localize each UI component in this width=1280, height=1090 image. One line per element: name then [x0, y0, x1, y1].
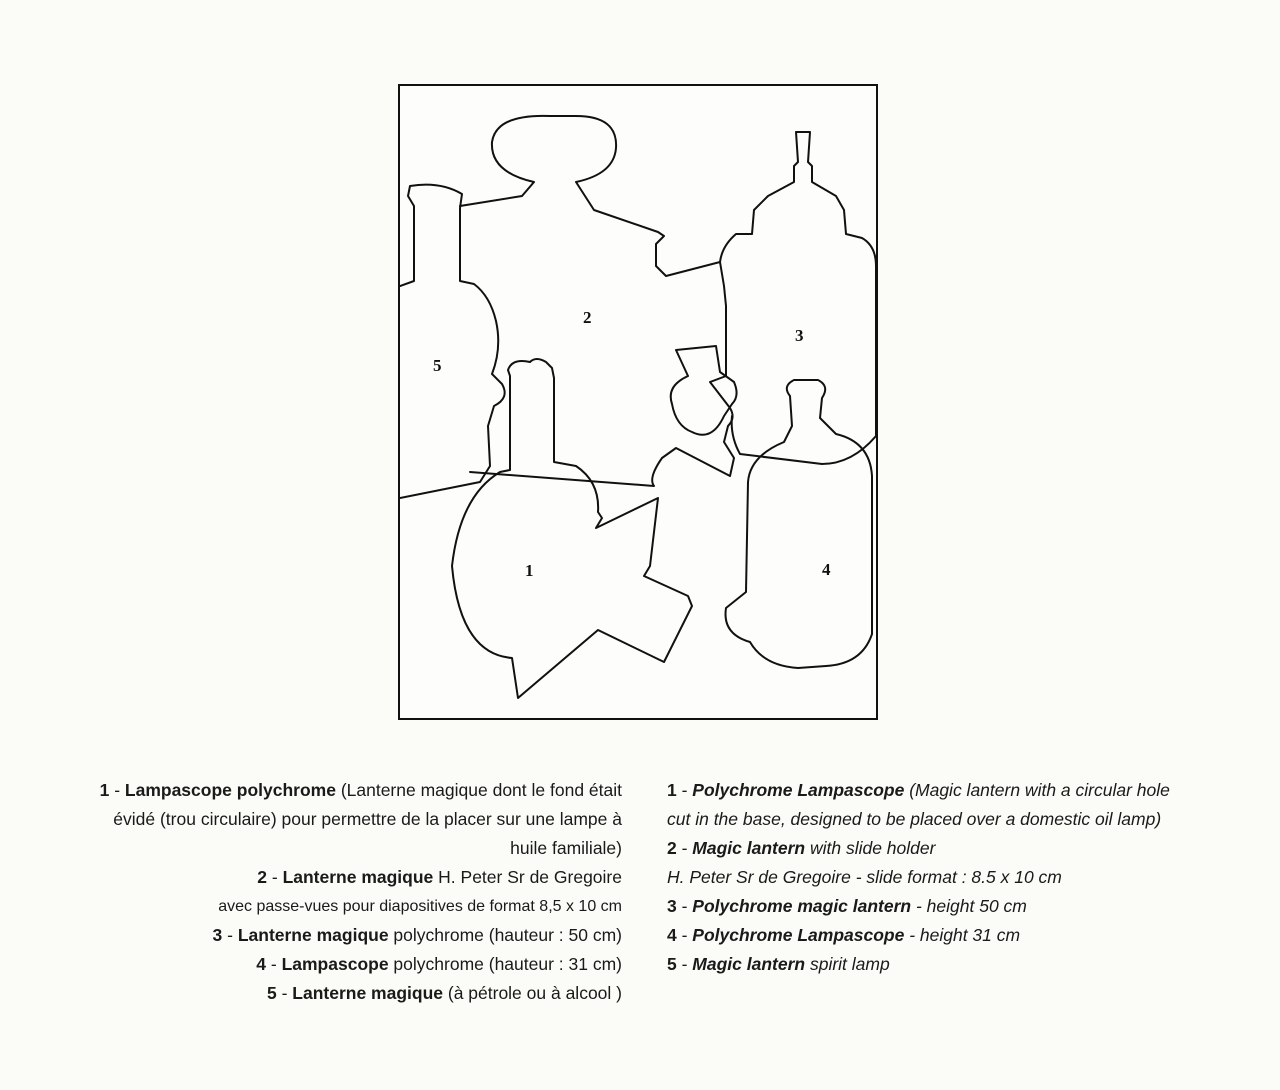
item-number: 5 — [266, 983, 277, 1003]
item-number: 4 — [256, 954, 267, 974]
en-line: cut in the base, designed to be placed over a domestic oil lamp) — [667, 809, 1162, 829]
lantern-key-diagram — [398, 84, 878, 720]
item-number: 3 — [667, 896, 677, 916]
label-2: 2 — [583, 308, 592, 327]
item-name: Lampascope polychrome — [124, 780, 336, 800]
en-item-5 — [667, 950, 1267, 979]
label-3: 3 — [795, 326, 804, 345]
item-number: 2 — [667, 838, 677, 858]
label-1: 1 — [525, 561, 534, 580]
outline-lampascope-4 — [726, 380, 873, 668]
fr-item-1 — [20, 776, 622, 805]
item-name: Polychrome magic lantern — [692, 896, 912, 916]
fr-line: évidé (trou circulaire) pour permettre de la placer sur une lampe à — [113, 809, 622, 829]
item-description: - height 31 cm — [904, 925, 1021, 945]
item-description: (Lanterne magique dont le fond était — [335, 780, 622, 800]
item-description: - height 50 cm — [911, 896, 1027, 916]
fr-item-5 — [20, 979, 622, 1008]
item-number: 1 — [99, 780, 110, 800]
fr-line: huile familiale) — [510, 838, 622, 858]
separator: - — [266, 954, 282, 974]
en-item-4 — [667, 921, 1267, 950]
en-item-2 — [667, 834, 1267, 863]
item-description: (à pétrole ou à alcool ) — [443, 983, 622, 1003]
label-4: 4 — [822, 560, 831, 579]
separator: - — [676, 954, 693, 974]
english-caption — [667, 776, 1267, 979]
separator: - — [109, 780, 125, 800]
outline-lampascope-1 — [452, 359, 692, 698]
item-name: Lanterne magique — [292, 983, 443, 1003]
separator: - — [676, 925, 693, 945]
french-caption — [20, 776, 622, 1008]
item-name: Lanterne magique — [237, 925, 389, 945]
outline-lantern-3 — [720, 132, 876, 464]
outline-lantern-5 — [400, 185, 505, 498]
item-number: 3 — [212, 925, 223, 945]
en-item-1 — [667, 776, 1267, 805]
item-number: 4 — [667, 925, 677, 945]
separator: - — [676, 838, 693, 858]
label-5: 5 — [433, 356, 442, 375]
item-number: 5 — [667, 954, 677, 974]
lantern-outlines — [400, 86, 876, 718]
item-description: with slide holder — [805, 838, 936, 858]
separator: - — [676, 896, 693, 916]
fr-item-2 — [20, 863, 622, 892]
outline-lantern-2 — [460, 116, 734, 486]
item-description: (Magic lantern with a circular hole — [904, 780, 1170, 800]
separator: - — [676, 780, 693, 800]
fr-item-4 — [20, 950, 622, 979]
item-name: Lanterne magique — [282, 867, 434, 887]
separator: - — [276, 983, 293, 1003]
item-description: polychrome (hauteur : 31 cm) — [388, 954, 622, 974]
separator: - — [222, 925, 238, 945]
item-number: 1 — [667, 780, 677, 800]
en-line: H. Peter Sr de Gregoire - slide format : 8.5 x 10 cm — [667, 867, 1062, 887]
item-name: Lampascope — [281, 954, 389, 974]
item-description: polychrome (hauteur : 50 cm) — [388, 925, 622, 945]
item-description: H. Peter Sr de Gregoire — [433, 867, 622, 887]
item-name: Magic lantern — [692, 954, 806, 974]
separator: - — [267, 867, 283, 887]
item-name: Polychrome Lampascope — [692, 780, 905, 800]
fr-item-3 — [20, 921, 622, 950]
item-name: Polychrome Lampascope — [692, 925, 905, 945]
item-number: 2 — [257, 867, 267, 887]
en-item-3 — [667, 892, 1267, 921]
item-name: Magic lantern — [692, 838, 806, 858]
item-description: spirit lamp — [805, 954, 890, 974]
fr-line: avec passe-vues pour diapositives de format 8,5 x 10 cm — [218, 898, 622, 915]
